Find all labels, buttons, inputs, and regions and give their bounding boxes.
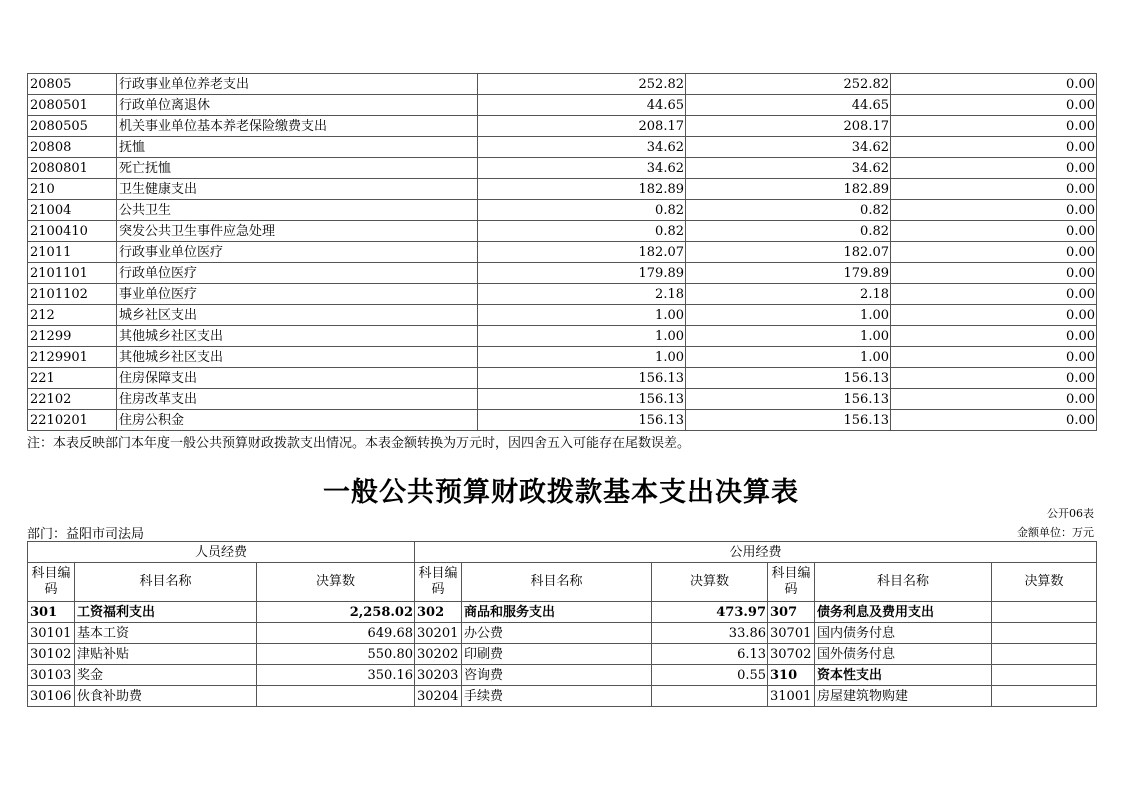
table-row <box>28 284 1097 305</box>
name-cell: 机关事业单位基本养老保险缴费支出 <box>117 116 478 137</box>
code-cell: 21299 <box>28 326 117 347</box>
amount-cell: 0.00 <box>891 389 1097 410</box>
table-row <box>28 263 1097 284</box>
amount-cell: 0.82 <box>686 200 891 221</box>
code-cell: 30701 <box>768 623 815 644</box>
name-cell: 国内债务付息 <box>815 623 992 644</box>
table-row <box>28 389 1097 410</box>
amount-cell: 156.13 <box>478 410 686 431</box>
amount-cell: 208.17 <box>478 116 686 137</box>
amount-cell: 252.82 <box>686 74 891 95</box>
amount-cell: 0.00 <box>891 179 1097 200</box>
amount-cell: 182.89 <box>478 179 686 200</box>
table-row <box>28 665 1097 686</box>
amount-cell: 208.17 <box>686 116 891 137</box>
table-row <box>28 368 1097 389</box>
amount-cell: 550.80 <box>257 644 415 665</box>
amount-cell: 0.00 <box>891 410 1097 431</box>
table-row <box>28 221 1097 242</box>
col-name-header: 科目名称 <box>462 563 652 602</box>
amount-cell: 0.00 <box>891 95 1097 116</box>
amount-cell: 0.00 <box>891 368 1097 389</box>
amount-cell: 34.62 <box>686 137 891 158</box>
table-note: 注：本表反映部门本年度一般公共预算财政拨款支出情况。本表金额转换为万元时，因四舍五入可能存在尾数误差。 <box>27 436 691 451</box>
amount-cell: 0.00 <box>891 242 1097 263</box>
code-cell: 30202 <box>415 644 462 665</box>
amount-unit: 金额单位：万元 <box>1017 526 1094 539</box>
amount-cell: 1.00 <box>478 347 686 368</box>
amount-cell: 0.00 <box>891 284 1097 305</box>
amount-cell: 1.00 <box>686 347 891 368</box>
code-cell: 20805 <box>28 74 117 95</box>
name-cell: 城乡社区支出 <box>117 305 478 326</box>
code-cell: 30702 <box>768 644 815 665</box>
amount-cell: 44.65 <box>686 95 891 116</box>
amount-cell <box>992 623 1097 644</box>
amount-cell: 179.89 <box>478 263 686 284</box>
table-row <box>28 644 1097 665</box>
code-cell: 210 <box>28 179 117 200</box>
name-cell: 住房保障支出 <box>117 368 478 389</box>
amount-cell <box>992 644 1097 665</box>
amount-cell: 0.00 <box>891 347 1097 368</box>
name-cell: 奖金 <box>75 665 257 686</box>
code-cell: 2129901 <box>28 347 117 368</box>
name-cell: 工资福利支出 <box>75 602 257 623</box>
table-row <box>28 116 1097 137</box>
col-code-header: 科目编码 <box>768 563 815 602</box>
table-row <box>28 200 1097 221</box>
name-cell: 行政事业单位医疗 <box>117 242 478 263</box>
amount-cell: 2,258.02 <box>257 602 415 623</box>
amount-cell: 0.82 <box>686 221 891 242</box>
code-cell: 30106 <box>28 686 75 707</box>
amount-cell: 156.13 <box>686 368 891 389</box>
code-cell: 2080801 <box>28 158 117 179</box>
code-cell: 30103 <box>28 665 75 686</box>
name-cell: 事业单位医疗 <box>117 284 478 305</box>
table-row <box>28 602 1097 623</box>
amount-cell: 0.00 <box>891 74 1097 95</box>
amount-cell: 34.62 <box>686 158 891 179</box>
amount-cell <box>992 602 1097 623</box>
code-cell: 2210201 <box>28 410 117 431</box>
name-cell: 死亡抚恤 <box>117 158 478 179</box>
expenditure-detail-table <box>27 73 1097 431</box>
table-row <box>28 623 1097 644</box>
amount-cell: 0.00 <box>891 305 1097 326</box>
name-cell: 行政事业单位养老支出 <box>117 74 478 95</box>
code-cell: 2100410 <box>28 221 117 242</box>
col-name-header: 科目名称 <box>75 563 257 602</box>
amount-cell: 0.82 <box>478 221 686 242</box>
name-cell: 办公费 <box>462 623 652 644</box>
table-row <box>28 179 1097 200</box>
code-cell: 221 <box>28 368 117 389</box>
name-cell: 国外债务付息 <box>815 644 992 665</box>
name-cell: 住房改革支出 <box>117 389 478 410</box>
table-row <box>28 74 1097 95</box>
table-row <box>28 326 1097 347</box>
amount-cell: 1.00 <box>478 326 686 347</box>
table-row <box>28 347 1097 368</box>
amount-cell: 34.62 <box>478 137 686 158</box>
code-cell: 30201 <box>415 623 462 644</box>
code-cell: 2101102 <box>28 284 117 305</box>
amount-cell: 0.00 <box>891 200 1097 221</box>
col-code-header: 科目编码 <box>415 563 462 602</box>
name-cell: 其他城乡社区支出 <box>117 326 478 347</box>
amount-cell <box>992 686 1097 707</box>
name-cell: 津贴补贴 <box>75 644 257 665</box>
amount-cell: 156.13 <box>686 410 891 431</box>
page-title: 一般公共预算财政拨款基本支出决算表 <box>323 477 799 508</box>
code-cell: 302 <box>415 602 462 623</box>
code-cell: 2080505 <box>28 116 117 137</box>
basic-expenditure-table <box>27 541 1097 707</box>
amount-cell: 2.18 <box>478 284 686 305</box>
table-row <box>28 242 1097 263</box>
table-row <box>28 95 1097 116</box>
name-cell: 公共卫生 <box>117 200 478 221</box>
name-cell: 房屋建筑物购建 <box>815 686 992 707</box>
amount-cell: 182.07 <box>686 242 891 263</box>
name-cell: 突发公共卫生事件应急处理 <box>117 221 478 242</box>
name-cell: 住房公积金 <box>117 410 478 431</box>
table-row <box>28 686 1097 707</box>
amount-cell: 0.00 <box>891 326 1097 347</box>
table-row <box>28 305 1097 326</box>
code-cell: 30101 <box>28 623 75 644</box>
amount-cell: 350.16 <box>257 665 415 686</box>
amount-cell: 1.00 <box>478 305 686 326</box>
amount-cell: 0.00 <box>891 221 1097 242</box>
group-personnel-header: 人员经费 <box>28 542 415 563</box>
name-cell: 手续费 <box>462 686 652 707</box>
col-amount-header: 决算数 <box>992 563 1097 602</box>
code-cell: 301 <box>28 602 75 623</box>
code-cell: 21004 <box>28 200 117 221</box>
code-cell: 2080501 <box>28 95 117 116</box>
col-amount-header: 决算数 <box>257 563 415 602</box>
amount-cell: 182.07 <box>478 242 686 263</box>
amount-cell <box>992 665 1097 686</box>
code-cell: 307 <box>768 602 815 623</box>
name-cell: 行政单位离退休 <box>117 95 478 116</box>
name-cell: 印刷费 <box>462 644 652 665</box>
amount-cell: 649.68 <box>257 623 415 644</box>
amount-cell: 156.13 <box>478 368 686 389</box>
amount-cell: 0.00 <box>891 137 1097 158</box>
code-cell: 31001 <box>768 686 815 707</box>
code-cell: 310 <box>768 665 815 686</box>
department-label: 部门：益阳市司法局 <box>27 527 145 542</box>
amount-cell: 34.62 <box>478 158 686 179</box>
col-amount-header: 决算数 <box>652 563 768 602</box>
amount-cell: 0.00 <box>891 116 1097 137</box>
amount-cell: 0.00 <box>891 263 1097 284</box>
name-cell: 抚恤 <box>117 137 478 158</box>
amount-cell <box>652 686 768 707</box>
name-cell: 债务利息及费用支出 <box>815 602 992 623</box>
amount-cell: 0.55 <box>652 665 768 686</box>
amount-cell: 44.65 <box>478 95 686 116</box>
amount-cell: 33.86 <box>652 623 768 644</box>
table-row <box>28 158 1097 179</box>
name-cell: 行政单位医疗 <box>117 263 478 284</box>
group-public-header: 公用经费 <box>415 542 1097 563</box>
name-cell: 卫生健康支出 <box>117 179 478 200</box>
name-cell: 咨询费 <box>462 665 652 686</box>
amount-cell: 156.13 <box>478 389 686 410</box>
col-code-header: 科目编码 <box>28 563 75 602</box>
amount-cell: 6.13 <box>652 644 768 665</box>
amount-cell: 252.82 <box>478 74 686 95</box>
code-cell: 30102 <box>28 644 75 665</box>
name-cell: 其他城乡社区支出 <box>117 347 478 368</box>
code-cell: 30203 <box>415 665 462 686</box>
amount-cell: 179.89 <box>686 263 891 284</box>
table-row <box>28 137 1097 158</box>
code-cell: 22102 <box>28 389 117 410</box>
name-cell: 商品和服务支出 <box>462 602 652 623</box>
amount-cell: 182.89 <box>686 179 891 200</box>
amount-cell: 473.97 <box>652 602 768 623</box>
code-cell: 30204 <box>415 686 462 707</box>
name-cell: 资本性支出 <box>815 665 992 686</box>
name-cell: 伙食补助费 <box>75 686 257 707</box>
code-cell: 2101101 <box>28 263 117 284</box>
amount-cell: 1.00 <box>686 326 891 347</box>
amount-cell: 1.00 <box>686 305 891 326</box>
form-number: 公开06表 <box>1047 507 1094 520</box>
table-row <box>28 410 1097 431</box>
amount-cell: 0.00 <box>891 158 1097 179</box>
code-cell: 212 <box>28 305 117 326</box>
amount-cell: 156.13 <box>686 389 891 410</box>
amount-cell: 2.18 <box>686 284 891 305</box>
amount-cell <box>257 686 415 707</box>
col-name-header: 科目名称 <box>815 563 992 602</box>
code-cell: 21011 <box>28 242 117 263</box>
name-cell: 基本工资 <box>75 623 257 644</box>
code-cell: 20808 <box>28 137 117 158</box>
amount-cell: 0.82 <box>478 200 686 221</box>
